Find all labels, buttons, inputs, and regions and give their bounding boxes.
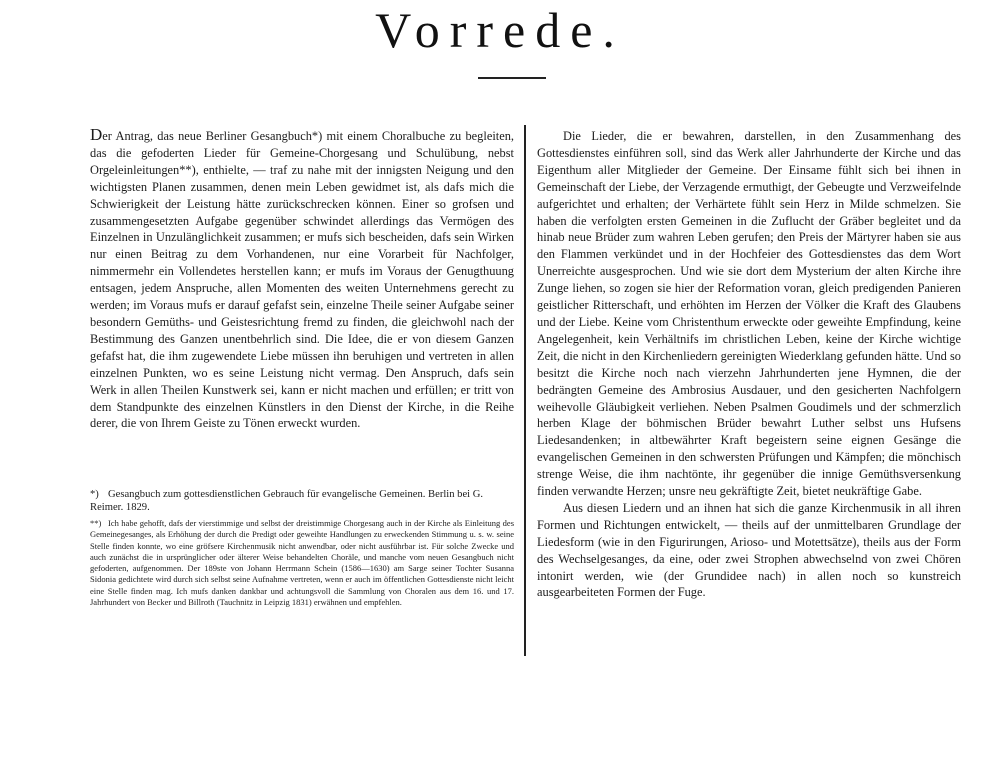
footnote-2 [90, 518, 514, 608]
footnote-1-mark: *) [90, 489, 99, 500]
right-column [537, 128, 961, 601]
right-paragraph-2: Aus diesen Liedern und an ihnen hat sich die ganze Kirchenmusik in all ihren Formen und Richtungen entwickelt, — theils auf der unmittelbaren Grundlage der Liedesform (wie in den Figurirungen, Arioso- und Motettsätze), theils aus der Form des Wechselgesanges, da eine, oder zwei Strophen abwechselnd von zwei Chören intonirt werden, wie (der Grundidee nach) in allen noch so kunstreich ausgearbeiteten Formen der Fuge. [537, 500, 961, 600]
title-rule [478, 77, 546, 79]
left-paragraph [90, 125, 514, 432]
initial-letter: D [90, 125, 103, 144]
footnote-2-mark: **) [90, 518, 102, 528]
left-paragraph-text: er Antrag, das neue Berliner Gesangbuch*) mit einem Choralbuche zu begleiten, das die gefoderten Lieder für Gemeine-Chorgesang und Schulübung, nebst Orgeleinleitungen**), enthielte, — traf zu nahe mit der innigsten Neigung und den wichtigsten Planen zusammen, denen mein Leben gewidmet ist, als dafs mich die Schwierigkeit der Leistung hätte zurückschrecken können. Einer so grofsen und zusammengesetzten Aufgabe gegenüber schwindet allerdings das Vermögen des Einzelnen in Unzulänglichkeit zusammen; er mufs sich bescheiden, dafs sein Wirken nur einen Beitrag zu dem Vorhandenen, nur eine Vorarbeit für Nachfolger, nimmermehr ein Vollendetes herstellen kann; er mufs im Voraus der Genugthuung entsagen, jedem Anspruche, allen Momenten des weiten Unternehmens gerecht zu werden; im Voraus mufs er darauf gefafst sein, einzelne Theile seiner Aufgabe seiner besondern Gemüths- und Geistesrichtung fremd zu finden, die gleichwohl nach der Bestimmung des Ganzen unentbehrlich sind. Die Idee, die er von diesem Ganzen gefafst hat, die ihm zugewendete Liebe müssen ihn beruhigen und vertreten in allen einzelnen Punkten, wo es seine Leistung nicht vermag. Den Anspruch, dafs sein Werk in allen Theilen Kunstwerk sei, kann er nicht machen und erfüllen; er tritt von dem Standpunkte des einzelnen Künstlers in den Dienst der Kirche, in die Reihe derer, die von Ihrem Geiste zu Tönen erweckt wurden. [90, 129, 514, 431]
column-divider [524, 125, 526, 656]
right-paragraph-1: Die Lieder, die er bewahren, darstellen, in den Zusammenhang des Gottesdienstes einführen soll, sind das Werk aller Jahrhunderte der Kirche und das Eigenthum aller Mitglieder der Gemeine. Der Einsame fühlt sich bei ihnen in Gemeinschaft der Liebe, der Verzagende ermuthigt, der Gebeugte und Verzweifelnde aufgerichtet und erhalten; der Verhärtete fühlt sein Herz in Milde schmelzen. Sie haben die verfolgten ersten Gemeinen in die Zuflucht der Gräber begleitet und da hinab neue Brüder zum wahren Leben gerufen; den Preis der Märtyrer haben sie aus den Flammen verkündet und in der Hochfeier des Gottesdienstes das dem Wort Unerreichte ausgesprochen. Und wie sie dort dem Mysterium der alten Kirche ihre Zunge liehen, so zogen sie hier der Reformation voran, gleich predigenden Panieren geistlicher Ritterschaft, und erhöhten im Herzen der Völker die Kraft des Glaubens und der Liebe. Keine vom Christenthum erweckte oder geweihte Empfindung, keine Angelegenheit, kein Verhältnifs im christlichen Leben, keine der Kirche wichtige Zeit, die nicht in den Kirchenliedern gereinigten Wiederklang gefunden hätte. Und so besitzt die Kirche noch nach vierzehn Jahrhunderten jene Hymnen, die der bedrängten Gemeine des Ambrosius Ausdauer, und den gesicherten Nachfolgern weihevolle Gläubigkeit verliehen. Neben Psalmen Goudimels und der schmerzlich herben Klage der böhmischen Brüder bewahrt Luther selbst uns Hufsens Liedesandenken; in altbewährter Kraft begeistern seine eignen Gesänge die evangelischen Gemeinen in den schwersten Prüfungen und Kämpfen; die mönchisch strenge Weise, die ihm nachtönte, ihr gegenüber die innige Gemüthsversenkung finden verwandte Herzen; unsre neu gekräftigte Zeit, bietet neukräftige Gabe. [537, 129, 961, 499]
footnote-1-text: Gesangbuch zum gottesdienstlichen Gebrauch für evangelische Gemeinen. Berlin bei G. Reimer. 1829. [90, 489, 484, 513]
left-column [90, 125, 514, 432]
footnote-1 [90, 489, 514, 514]
footnote-2-text: Ich habe gehofft, dafs der vierstimmige und selbst der dreistimmige Chorgesang auch in der Kirche als Einleitung des Gemeinegesanges, als Erhöhung der durch die Predigt oder geweihte Handlungen zu erweckenden Stimmung u. s. w. seine Stelle finden konnte, wo eine gröfsere Kirchenmusik nicht anwendbar, oder nicht ausführbar ist. Für solche Zwecke und auch zunächst die in ursprünglicher oder älterer Weise behandelten Choräle, und manche vom neuen Gesangbuch nicht gefoderten, aufgenommen. Der 189ste von Johann Herrmann Schein (1586—1630) am Sarge seiner Tochter Susanna Sidonia gedichtete wird durch sich selbst seine Aufnahme vertreten, wenn er auch im öffentlichen Gottesdienste nicht leicht eine Stelle finden mag. Ich mufs danken dankbar und achtungsvoll die Sammlung von Choralen aus dem 16. und 17. Jahrhundert von Becker und Billroth (Tauchnitz in Leipzig 1831) erwähnen und empfehlen. [90, 518, 514, 608]
page-title: Vorrede. [375, 2, 625, 58]
